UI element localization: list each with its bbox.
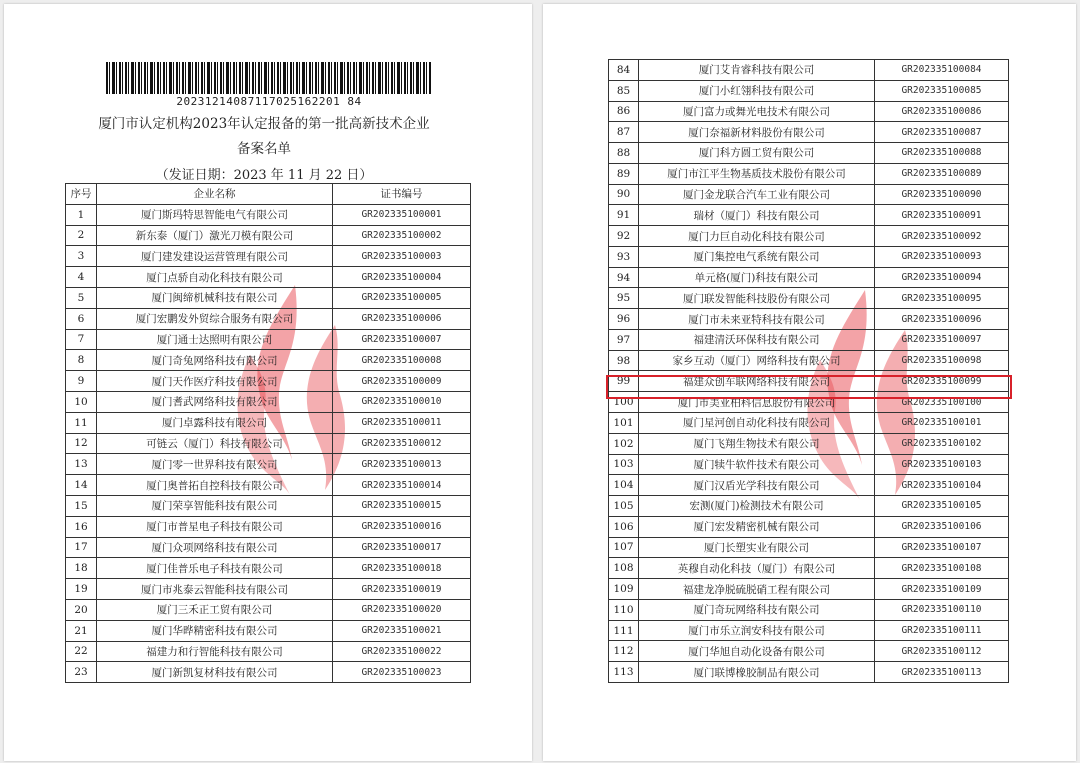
row-number: 2 <box>66 225 97 246</box>
row-number: 108 <box>609 558 639 579</box>
company-name: 厦门星河创自动化科技有限公司 <box>639 413 875 434</box>
table-row <box>66 287 471 308</box>
table-row <box>66 662 471 683</box>
issue-date: （发证日期：2023 年 11 月 22 日） <box>155 168 373 183</box>
company-name: 厦门联发智能科技股份有限公司 <box>639 288 875 309</box>
table-row <box>609 329 1009 350</box>
company-name: 厦门众项网络科技有限公司 <box>97 537 333 558</box>
company-name: 厦门集控电气系统有限公司 <box>639 246 875 267</box>
table-row <box>66 371 471 392</box>
company-name: 厦门力巨自动化科技有限公司 <box>639 226 875 247</box>
row-number: 96 <box>609 309 639 330</box>
table-row <box>66 412 471 433</box>
table-row <box>609 433 1009 454</box>
company-name: 厦门市乐立润安科技有限公司 <box>639 620 875 641</box>
row-number: 104 <box>609 475 639 496</box>
row-number: 15 <box>66 495 97 516</box>
certificate-number: GR202335100100 <box>875 392 1009 413</box>
certificate-number: GR202335100088 <box>875 143 1009 164</box>
certificate-number: GR202335100023 <box>333 662 471 683</box>
table-header-row <box>66 184 471 205</box>
certificate-number: GR202335100007 <box>333 329 471 350</box>
company-name: 厦门市兆泰云智能科技有限公司 <box>97 579 333 600</box>
row-number: 7 <box>66 329 97 350</box>
certificate-number: GR202335100006 <box>333 308 471 329</box>
company-name: 厦门富力或舞光电技术有限公司 <box>639 101 875 122</box>
company-name: 厦门通士达照明有限公司 <box>97 329 333 350</box>
row-number: 113 <box>609 662 639 683</box>
certificate-number: GR202335100101 <box>875 413 1009 434</box>
certificate-number: GR202335100111 <box>875 620 1009 641</box>
header-cert: 证书编号 <box>333 184 471 205</box>
company-name: 厦门长塑实业有限公司 <box>639 537 875 558</box>
company-name: 厦门三禾正工贸有限公司 <box>97 599 333 620</box>
row-number: 5 <box>66 287 97 308</box>
row-number: 100 <box>609 392 639 413</box>
table-row <box>609 246 1009 267</box>
company-name: 瑞材（厦门）科技有限公司 <box>639 205 875 226</box>
company-name: 厦门金龙联合汽车工业有限公司 <box>639 184 875 205</box>
row-number: 20 <box>66 599 97 620</box>
row-number: 19 <box>66 579 97 600</box>
certificate-number: GR202335100004 <box>333 267 471 288</box>
table-row <box>609 516 1009 537</box>
table-row <box>66 599 471 620</box>
table-row <box>609 641 1009 662</box>
row-number: 98 <box>609 350 639 371</box>
table-row <box>66 433 471 454</box>
company-name: 厦门零一世界科技有限公司 <box>97 454 333 475</box>
table-row <box>609 143 1009 164</box>
company-name: 厦门犊牛软件技术有限公司 <box>639 454 875 475</box>
row-number: 94 <box>609 267 639 288</box>
table-row <box>609 80 1009 101</box>
company-name: 家乡互动（厦门）网络科技有限公司 <box>639 350 875 371</box>
company-name: 厦门奇玩网络科技有限公司 <box>639 599 875 620</box>
row-number: 87 <box>609 122 639 143</box>
table-row <box>66 475 471 496</box>
certificate-number: GR202335100103 <box>875 454 1009 475</box>
certificate-number: GR202335100005 <box>333 287 471 308</box>
document-title-line1: 厦门市认定机构2023年认定报备的第一批高新技术企业 <box>98 116 430 132</box>
certificate-number: GR202335100086 <box>875 101 1009 122</box>
certificate-number: GR202335100091 <box>875 205 1009 226</box>
company-name: 厦门市普星电子科技有限公司 <box>97 516 333 537</box>
table-row <box>66 641 471 662</box>
table-row <box>66 308 471 329</box>
certificate-number: GR202335100089 <box>875 163 1009 184</box>
company-table-left <box>65 183 471 683</box>
certificate-number: GR202335100104 <box>875 475 1009 496</box>
table-row <box>609 413 1009 434</box>
table-row <box>609 579 1009 600</box>
company-name: 厦门建发建设运营管理有限公司 <box>97 246 333 267</box>
row-number: 11 <box>66 412 97 433</box>
table-row <box>609 454 1009 475</box>
company-name: 宏测(厦门)检测技术有限公司 <box>639 496 875 517</box>
barcode-number: 20231214087117025162201 84 <box>176 95 362 108</box>
certificate-number: GR202335100094 <box>875 267 1009 288</box>
row-number: 106 <box>609 516 639 537</box>
table-row <box>66 558 471 579</box>
row-number: 13 <box>66 454 97 475</box>
row-number: 6 <box>66 308 97 329</box>
company-name: 厦门市未来亚特科技有限公司 <box>639 309 875 330</box>
barcode <box>106 62 432 94</box>
company-name: 厦门斯玛特思智能电气有限公司 <box>97 204 333 225</box>
row-number: 18 <box>66 558 97 579</box>
certificate-number: GR202335100016 <box>333 516 471 537</box>
company-name: 厦门宏发精密机械有限公司 <box>639 516 875 537</box>
certificate-number: GR202335100095 <box>875 288 1009 309</box>
company-name: 厦门奈福新材料股份有限公司 <box>639 122 875 143</box>
row-number: 10 <box>66 391 97 412</box>
document-title-line2: 备案名单 <box>237 141 291 157</box>
certificate-number: GR202335100113 <box>875 662 1009 683</box>
certificate-number: GR202335100001 <box>333 204 471 225</box>
row-number: 92 <box>609 226 639 247</box>
certificate-number: GR202335100096 <box>875 309 1009 330</box>
certificate-number: GR202335100085 <box>875 80 1009 101</box>
certificate-number: GR202335100112 <box>875 641 1009 662</box>
highlight-box-row-99 <box>606 375 1012 399</box>
certificate-number: GR202335100109 <box>875 579 1009 600</box>
certificate-number: GR202335100022 <box>333 641 471 662</box>
certificate-number: GR202335100099 <box>875 371 1009 392</box>
row-number: 110 <box>609 599 639 620</box>
certificate-number: GR202335100013 <box>333 454 471 475</box>
certificate-number: GR202335100018 <box>333 558 471 579</box>
table-row <box>66 579 471 600</box>
table-row <box>609 60 1009 81</box>
certificate-number: GR202335100015 <box>333 495 471 516</box>
company-name: 厦门市美亚柏科信息股份有限公司 <box>639 392 875 413</box>
company-name: 厦门艾肯睿科技有限公司 <box>639 60 875 81</box>
table-row <box>66 391 471 412</box>
company-name: 厦门奇兔网络科技有限公司 <box>97 350 333 371</box>
certificate-number: GR202335100002 <box>333 225 471 246</box>
table-row <box>609 122 1009 143</box>
certificate-number: GR202335100090 <box>875 184 1009 205</box>
certificate-number: GR202335100003 <box>333 246 471 267</box>
row-number: 99 <box>609 371 639 392</box>
company-name: 厦门宏鹏发外贸综合服务有限公司 <box>97 308 333 329</box>
company-name: 厦门闽缔机械科技有限公司 <box>97 287 333 308</box>
table-row <box>609 226 1009 247</box>
certificate-number: GR202335100010 <box>333 391 471 412</box>
row-number: 84 <box>609 60 639 81</box>
company-name: 英穆自动化科技（厦门）有限公司 <box>639 558 875 579</box>
company-name: 厦门奥普拓自控科技有限公司 <box>97 475 333 496</box>
table-row <box>609 184 1009 205</box>
company-name: 厦门科方圆工贸有限公司 <box>639 143 875 164</box>
row-number: 91 <box>609 205 639 226</box>
table-row <box>66 246 471 267</box>
table-row <box>66 454 471 475</box>
certificate-number: GR202335100087 <box>875 122 1009 143</box>
row-number: 14 <box>66 475 97 496</box>
row-number: 17 <box>66 537 97 558</box>
row-number: 3 <box>66 246 97 267</box>
row-number: 103 <box>609 454 639 475</box>
certificate-number: GR202335100092 <box>875 226 1009 247</box>
table-row <box>66 329 471 350</box>
table-row <box>66 350 471 371</box>
certificate-number: GR202335100021 <box>333 620 471 641</box>
company-name: 福建力和行智能科技有限公司 <box>97 641 333 662</box>
row-number: 16 <box>66 516 97 537</box>
company-name: 厦门联博橡胶制品有限公司 <box>639 662 875 683</box>
company-name: 厦门荣享智能科技有限公司 <box>97 495 333 516</box>
company-table-right <box>608 59 1009 683</box>
company-name: 福建清沃环保科技有限公司 <box>639 329 875 350</box>
table-row <box>609 620 1009 641</box>
row-number: 1 <box>66 204 97 225</box>
table-row <box>609 205 1009 226</box>
row-number: 89 <box>609 163 639 184</box>
row-number: 88 <box>609 143 639 164</box>
table-row <box>66 225 471 246</box>
table-row <box>609 350 1009 371</box>
company-name: 厦门汉盾光学科技有限公司 <box>639 475 875 496</box>
company-name: 厦门佳普乐电子科技有限公司 <box>97 558 333 579</box>
company-name: 新东泰（厦门）激光刀模有限公司 <box>97 225 333 246</box>
certificate-number: GR202335100012 <box>333 433 471 454</box>
table-row <box>609 309 1009 330</box>
table-row <box>609 475 1009 496</box>
certificate-number: GR202335100084 <box>875 60 1009 81</box>
table-row <box>609 537 1009 558</box>
company-name: 单元格(厦门)科技有限公司 <box>639 267 875 288</box>
row-number: 90 <box>609 184 639 205</box>
row-number: 4 <box>66 267 97 288</box>
row-number: 95 <box>609 288 639 309</box>
row-number: 101 <box>609 413 639 434</box>
table-row <box>609 163 1009 184</box>
row-number: 109 <box>609 579 639 600</box>
certificate-number: GR202335100020 <box>333 599 471 620</box>
certificate-number: GR202335100110 <box>875 599 1009 620</box>
certificate-number: GR202335100009 <box>333 371 471 392</box>
row-number: 107 <box>609 537 639 558</box>
certificate-number: GR202335100106 <box>875 516 1009 537</box>
table-row <box>609 101 1009 122</box>
company-name: 厦门华晔精密科技有限公司 <box>97 620 333 641</box>
certificate-number: GR202335100017 <box>333 537 471 558</box>
company-name: 厦门飞翔生物技术有限公司 <box>639 433 875 454</box>
row-number: 21 <box>66 620 97 641</box>
header-no: 序号 <box>66 184 97 205</box>
row-number: 85 <box>609 80 639 101</box>
row-number: 23 <box>66 662 97 683</box>
certificate-number: GR202335100014 <box>333 475 471 496</box>
company-name: 厦门点骄自动化科技有限公司 <box>97 267 333 288</box>
row-number: 105 <box>609 496 639 517</box>
certificate-number: GR202335100093 <box>875 246 1009 267</box>
row-number: 93 <box>609 246 639 267</box>
company-name: 厦门华旭自动化设备有限公司 <box>639 641 875 662</box>
company-name: 福建龙净脱硫脱硝工程有限公司 <box>639 579 875 600</box>
row-number: 86 <box>609 101 639 122</box>
company-name: 厦门小红翎科技有限公司 <box>639 80 875 101</box>
table-row <box>66 620 471 641</box>
certificate-number: GR202335100098 <box>875 350 1009 371</box>
row-number: 12 <box>66 433 97 454</box>
table-row <box>609 599 1009 620</box>
table-row <box>609 662 1009 683</box>
table-row <box>609 558 1009 579</box>
table-row <box>66 516 471 537</box>
row-number: 112 <box>609 641 639 662</box>
table-row <box>609 267 1009 288</box>
row-number: 9 <box>66 371 97 392</box>
company-name: 厦门天作医疗科技有限公司 <box>97 371 333 392</box>
row-number: 8 <box>66 350 97 371</box>
certificate-number: GR202335100019 <box>333 579 471 600</box>
table-row <box>66 495 471 516</box>
certificate-number: GR202335100008 <box>333 350 471 371</box>
certificate-number: GR202335100102 <box>875 433 1009 454</box>
certificate-number: GR202335100097 <box>875 329 1009 350</box>
row-number: 97 <box>609 329 639 350</box>
certificate-number: GR202335100011 <box>333 412 471 433</box>
company-name: 厦门耆武网络科技有限公司 <box>97 391 333 412</box>
header-name: 企业名称 <box>97 184 333 205</box>
row-number: 111 <box>609 620 639 641</box>
company-name: 厦门卓露科技有限公司 <box>97 412 333 433</box>
company-name: 厦门市江平生物基质技术股份有限公司 <box>639 163 875 184</box>
company-name: 厦门新凯复材科技有限公司 <box>97 662 333 683</box>
certificate-number: GR202335100107 <box>875 537 1009 558</box>
certificate-number: GR202335100108 <box>875 558 1009 579</box>
table-row <box>66 204 471 225</box>
company-name: 福建众创车联网络科技有限公司 <box>639 371 875 392</box>
table-row <box>66 267 471 288</box>
company-name: 可链云（厦门）科技有限公司 <box>97 433 333 454</box>
table-row <box>609 496 1009 517</box>
certificate-number: GR202335100105 <box>875 496 1009 517</box>
row-number: 102 <box>609 433 639 454</box>
row-number: 22 <box>66 641 97 662</box>
table-row <box>66 537 471 558</box>
table-row <box>609 288 1009 309</box>
